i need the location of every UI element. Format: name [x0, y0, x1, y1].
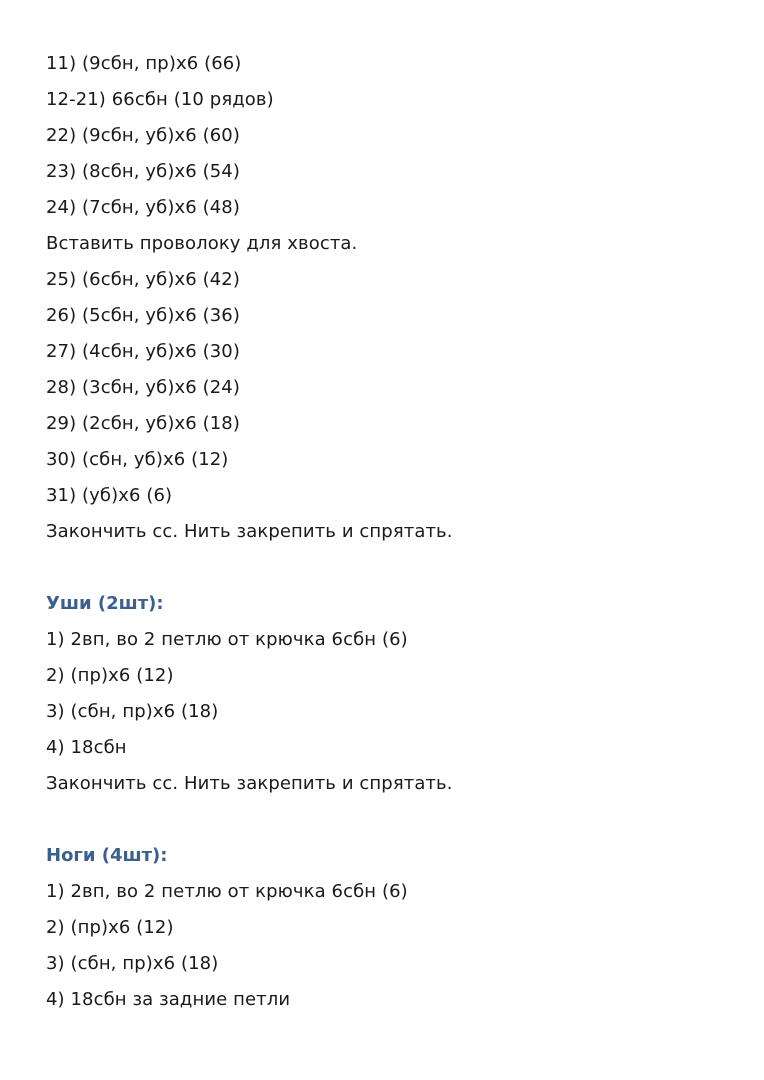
instruction-line: 24) (7сбн, уб)х6 (48)	[46, 197, 240, 218]
section-spacer	[46, 802, 734, 838]
instruction-line: 22) (9сбн, уб)х6 (60)	[46, 125, 240, 146]
instruction-line: 23) (8сбн, уб)х6 (54)	[46, 161, 240, 182]
instruction-line: 2) (пр)х6 (12)	[46, 665, 174, 686]
ears-section	[46, 586, 734, 802]
section-heading: Ноги (4шт):	[46, 845, 168, 866]
instruction-line: 25) (6сбн, уб)х6 (42)	[46, 269, 240, 290]
instruction-note: Вставить проволоку для хвоста.	[46, 233, 358, 254]
instruction-line: 3) (сбн, пр)х6 (18)	[46, 701, 219, 722]
instruction-line: 30) (сбн, уб)х6 (12)	[46, 449, 229, 470]
section-spacer	[46, 550, 734, 586]
instruction-line: 4) 18сбн за задние петли	[46, 989, 291, 1010]
instruction-note: Закончить сс. Нить закрепить и спрятать.	[46, 773, 453, 794]
instruction-line: 1) 2вп, во 2 петлю от крючка 6сбн (6)	[46, 881, 408, 902]
instruction-line: 28) (3сбн, уб)х6 (24)	[46, 377, 240, 398]
instruction-line: 29) (2сбн, уб)х6 (18)	[46, 413, 240, 434]
body-section	[46, 46, 734, 550]
instruction-line: 26) (5сбн, уб)х6 (36)	[46, 305, 240, 326]
section-heading: Уши (2шт):	[46, 593, 164, 614]
legs-section	[46, 838, 734, 1018]
instruction-line: 12-21) 66сбн (10 рядов)	[46, 89, 274, 110]
instruction-line: 27) (4сбн, уб)х6 (30)	[46, 341, 240, 362]
document-page	[46, 46, 734, 1018]
instruction-line: 31) (уб)х6 (6)	[46, 485, 173, 506]
instruction-line: 1) 2вп, во 2 петлю от крючка 6сбн (6)	[46, 629, 408, 650]
instruction-line: 2) (пр)х6 (12)	[46, 917, 174, 938]
instruction-line: 3) (сбн, пр)х6 (18)	[46, 953, 219, 974]
instruction-line: 11) (9сбн, пр)х6 (66)	[46, 53, 242, 74]
instruction-line: 4) 18сбн	[46, 737, 127, 758]
instruction-note: Закончить сс. Нить закрепить и спрятать.	[46, 521, 453, 542]
